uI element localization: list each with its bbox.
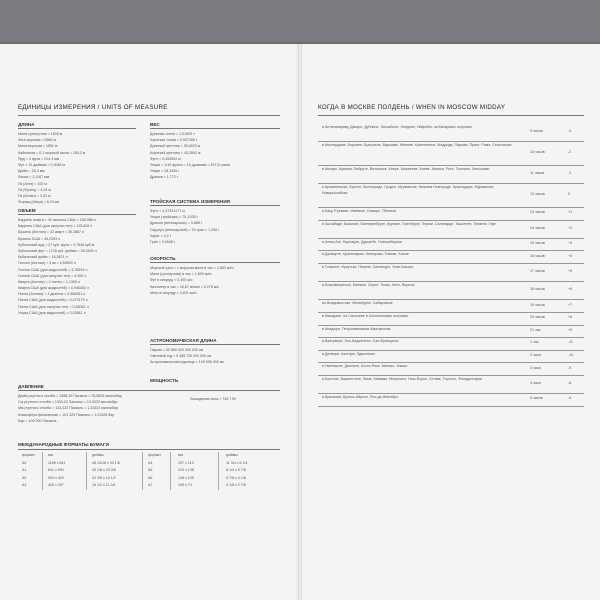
weight-line: Драхма = 1,772 г: [150, 175, 179, 180]
timezone-row: [318, 207, 584, 220]
timezone-hours: 11 часов: [530, 171, 545, 176]
weight-line: Унция = 1/16 фунта = 16 драхмам = 437,5 грана: [150, 162, 230, 167]
volume-line: Баррель нефти = 42 галлона США = 158,988 л: [18, 218, 96, 222]
volume-line: Бушель США = 35,2393 л: [18, 236, 61, 241]
speed-line: Километр в час = 16,67 м/мин = 0,278 м/с: [150, 284, 220, 289]
speed-heading: СКОРОСТЬ: [150, 256, 176, 261]
paper-cell: A4: [148, 460, 153, 465]
timezone-row: [318, 393, 584, 406]
timezone-row: [318, 375, 584, 393]
volume-divider: [18, 214, 136, 215]
paper-column-divider: [86, 452, 87, 490]
volume-line: Кубический дюйм = 16,3871 л: [18, 255, 68, 260]
timezone-row: [318, 263, 584, 281]
length-line: Кабельтов = 0,1 морской мили = 185,2 м: [18, 150, 86, 155]
timezone-cities: в Гонконге, Иркутске, Пекине, Сингапуре, Улан-Баторе: [322, 265, 414, 269]
pressure-list: [18, 393, 122, 424]
timezone-difference: +5: [568, 269, 573, 274]
timezone-hours: 10 часов: [530, 150, 545, 155]
units-title: ЕДИНИЦЫ ИЗМЕРЕНИЯ / UNITS OF MEASURE: [18, 104, 168, 111]
paper-column-divider: [142, 452, 143, 490]
troy-line: Унция (тройская) = 31,1035 г: [150, 215, 198, 220]
paper-cell: формат: [148, 453, 161, 457]
weight-line: Короткий центнер = 45,3592 кг: [150, 150, 201, 155]
weight-line: Длинный центнер = 50,8023 кг: [150, 144, 201, 149]
speed-line: Миля (сухопутная) в час = 1,609 км/ч: [150, 272, 212, 277]
timezone-hours: 20 часов: [530, 315, 545, 320]
pressure-heading: ДАВЛЕНИЕ: [18, 384, 44, 389]
paper-cell: 594 x 420: [48, 475, 64, 480]
timezone-row: [318, 250, 584, 263]
timezone-row: [318, 337, 584, 350]
weight-line: Длинная тонна = 1,01605 т: [150, 132, 195, 136]
timezone-difference: -9: [568, 365, 572, 370]
timezone-hours: 15 часов: [530, 241, 545, 246]
paper-cell: A1: [22, 468, 27, 473]
weight-line: Фунт = 0,453592 кг: [150, 156, 182, 161]
paper-cell: A5: [148, 468, 153, 473]
weight-line: Короткая тонна = 0,907185 т: [150, 138, 198, 143]
timezone-row: [318, 220, 584, 238]
length-line: Пк (Англ) = 100 м: [18, 181, 47, 186]
pressure-divider: [18, 390, 280, 391]
timezone-cities: в Амстердаме, Берлине, Брюсселе, Варшаве, Женеве, Копенгагене, Мадриде, Париже, Праге, Риме, Стокгольме: [322, 143, 512, 148]
timezone-difference: -3: [568, 129, 572, 134]
volume-line: Бушель (Англия) = 32 кварт = 36,3687 л: [18, 230, 85, 235]
timezone-cities: в Ашхабаде, Бишкеке, Екатеринбурге, Кургане, Оренбурге, Перми, Салехарде, Ташкенте, Тюмени, Уфе: [322, 221, 496, 226]
timezone-hours: 6 часов: [530, 396, 543, 401]
volume-line: Галлон США (для жидкостей) = 3,78543 л: [18, 267, 88, 272]
troy-line: Фунт = 0,37324177 кг: [150, 209, 186, 213]
timezone-difference: -10: [568, 353, 574, 358]
timezone-difference: +7: [568, 302, 573, 307]
timezone-row: [318, 350, 584, 363]
timezone-cities: в Денвере, Калгари, Эдмонтоне: [322, 351, 376, 356]
paper-cell: дюймы: [92, 453, 104, 457]
timezone-hours: 2 часа: [530, 353, 541, 358]
timezone-hours: 14 часов: [530, 225, 545, 230]
timezone-cities: в Анадыре, Петропавловске-Камчатском: [322, 326, 391, 331]
paper-column-divider: [170, 452, 171, 490]
timezone-hours: 13 часов: [530, 210, 545, 215]
paper-cell: 4 1/8 x 2 7/8: [226, 483, 246, 488]
paper-cell: 23 3/8 x 16 1/2: [92, 475, 116, 480]
troy-heading: ТРОЙСКАЯ СИСТЕМА ИЗМЕРЕНИЯ: [150, 199, 230, 204]
timezone-row: [318, 238, 584, 251]
pressure-line: См ртутного столба = 1333,22 Паскаль = 13,3322 миллибар: [18, 400, 118, 405]
astro-line: Световой год = 9 465 730 000 000 км: [150, 354, 212, 359]
length-line: Пк (Франц) = 4,44 м: [18, 187, 51, 192]
astro-divider: [150, 344, 280, 345]
length-divider: [18, 128, 136, 129]
paper-cell: A6: [148, 475, 153, 480]
timezone-difference: +4: [568, 253, 573, 258]
power-heading: МОЩНОСТЬ: [150, 378, 179, 383]
paper-cell: 210 x 148: [178, 468, 194, 473]
astro-list: [150, 347, 224, 366]
timezone-hours: 12 часов: [530, 192, 545, 197]
timezone-difference: +9: [568, 327, 573, 332]
volume-line: Баррель США (для сыпучих тел) = 115,628 л: [18, 224, 93, 229]
timezone-difference: +1: [568, 210, 573, 215]
timezone-row: [318, 325, 584, 338]
volume-list: [18, 217, 97, 316]
length-heading: ДЛИНА: [18, 122, 35, 127]
paper-cell: 297 x 210: [178, 460, 194, 465]
timezone-cities: в Антананариву, Дакаре, Дублине, Лиссабоне, Лондоне, Найроби, на Канарских островах: [322, 125, 472, 129]
timezone-cities: в Ванкувере, Лос-Анджелесе, Сан-Франциско: [322, 339, 399, 344]
timezone-hours: 16 часов: [530, 253, 545, 258]
timezone-difference: -6: [568, 396, 572, 401]
length-line: Миля сухопутная = 1609 м: [18, 132, 63, 136]
timezone-cities: в Магадане, на Сахалине и Соломоновых островах: [322, 314, 409, 318]
volume-line: Пинта (Англия) = 4 джилла = 0,568261 л: [18, 292, 86, 297]
astro-heading: АСТРОНОМИЧЕСКАЯ ДЛИНА: [150, 338, 217, 343]
timezone-difference: -8: [568, 381, 572, 386]
timezone-difference: +3: [568, 241, 573, 246]
paper-cell: 420 x 297: [48, 483, 64, 488]
timezone-row: [318, 312, 584, 325]
timezone-cities: в Архангельске, Бресте, Волгограде, Гродно, Мурманске, Нижнем Новгороде, Краснодаре, Мурманске, Новороссийске: [322, 185, 495, 195]
paper-heading: МЕЖДУНАРОДНЫЕ ФОРМАТЫ БУМАГИ: [18, 442, 109, 447]
volume-line: Галлон (Англия) = 4 кв = 4,54609 л: [18, 261, 76, 266]
timezone-difference: -2: [568, 150, 572, 155]
timezone-cities: во Владивостоке, Мельбурне, Хабаровске: [322, 301, 393, 306]
length-list: [18, 131, 85, 205]
timezone-row: [318, 183, 584, 207]
timezone-cities: в Джакарте, Красноярске, Кемерово, Томске, Ханое: [322, 252, 409, 257]
weight-list: [150, 131, 230, 181]
paper-formats-table: [18, 452, 280, 500]
timezone-difference: -1: [568, 171, 572, 176]
timezone-cities: в Анкаре, Афинах, Бейруте, Вильнюсе, Каире, Кишиневе, Киеве, Минске, Риге, Таллине, Хельсинки: [322, 167, 490, 171]
speed-line: Фут в секунду = 0,305 м/с: [150, 278, 193, 283]
paper-divider: [18, 449, 280, 450]
timezone-difference: +6: [568, 287, 573, 292]
pressure-line: Атмосфера физическая = 101 325 Паскаль = 1,01325 бар: [18, 412, 115, 417]
paper-cell: 105 x 74: [178, 483, 192, 488]
timezone-hours: 18 часов: [530, 287, 545, 292]
timezone-row: [318, 141, 584, 165]
length-line: Форзац (Мера) = 6,24 км: [18, 200, 59, 205]
timezone-row-divider: [318, 406, 584, 407]
timezone-row: [318, 362, 584, 375]
timezone-row: [318, 281, 584, 299]
length-line: Дюйм = 25,4 мм: [18, 169, 45, 174]
power-list: [190, 396, 236, 402]
length-line: Пк (Испан) = 3,93 м: [18, 193, 51, 198]
timezone-difference: +8: [568, 315, 573, 320]
timezone-hours: 17 часов: [530, 269, 545, 274]
timezone-hours: 9 часов: [530, 129, 543, 134]
troy-divider: [150, 205, 280, 206]
timezone-cities: в Алма-Ате, Барнауле, Душанбе, Новосибирске: [322, 239, 403, 244]
length-line: Линия = 2,1167 мм: [18, 175, 50, 180]
paper-cell: мм: [48, 453, 53, 457]
paper-cell: A3: [22, 483, 27, 488]
troy-list: [150, 208, 219, 245]
paper-cell: 11 3/4 x 8 1/4: [226, 460, 248, 465]
pressure-line: Мм ртутного столба = 133,322 Паскаль = 1,33322 миллибар: [18, 406, 118, 411]
timezone-hours: 1 час: [530, 340, 539, 345]
troy-line: Скрупул (аптекарский) = 20 гран = 1,296 г: [150, 227, 220, 232]
title-divider: [18, 115, 280, 116]
pressure-line: Бар = 100 000 Паскаль: [18, 418, 57, 423]
troy-line: Карат = 0,2 г: [150, 233, 172, 238]
pressure-line: Дюйм ртутного столба = 3386,39 Паскаль = 33,8639 миллибар: [18, 394, 123, 398]
book-spine: [298, 44, 302, 600]
paper-cell: 33 1/8 x 23 3/8: [92, 468, 116, 473]
timezone-hours: 3 часа: [530, 365, 541, 370]
troy-line: Драхма (аптекарская) = 3,888 г: [150, 221, 203, 226]
length-line: Лига морская = 5560 м: [18, 138, 57, 143]
timezone-cities: в Бразилиа, Буэнос-Айресе, Рио-де-Жанейро: [322, 395, 399, 400]
astro-line: Парсек = 30 860 000 000 000 км: [150, 348, 204, 352]
paper-cell: дюймы: [226, 453, 238, 457]
speed-line: Метр в секунду = 3,601 км/ч: [150, 290, 197, 295]
timezone-difference: -11: [568, 340, 573, 345]
paper-cell: A7: [148, 483, 153, 488]
paper-cell: 841 x 594: [48, 468, 64, 473]
astro-line: Астрономическая единица = 149 598 000 км: [150, 360, 224, 365]
paper-cell: A2: [22, 475, 27, 480]
paper-column-divider: [42, 452, 43, 490]
paper-column-divider: [218, 452, 219, 490]
timezone-difference: +2: [568, 225, 573, 230]
paper-cell: мм: [178, 453, 183, 457]
timezone-cities: в Благовещенске, Маниле, Сеуле, Токио, Чите, Якутске: [322, 283, 415, 288]
troy-line: Гран = 0,0648 г: [150, 239, 176, 244]
volume-line: Унция США (для жидкостей) = 0,02841 л: [18, 310, 86, 315]
timezone-hours: 4 часа: [530, 381, 541, 386]
volume-line: Пинта США (для жидкостей) = 0,473179 л: [18, 298, 88, 303]
volume-heading: ОБЪЕМ: [18, 208, 36, 213]
timezone-cities: в Баку, Ереване, Ижевске, Самаре, Тбилиси: [322, 209, 397, 213]
length-line: Ярд = 3 фута = 914,4 мм: [18, 156, 60, 161]
paper-cell: формат: [22, 453, 35, 457]
speed-line: Морской узел = 1 морская миля в час = 1,852 км/ч: [150, 266, 234, 270]
speed-list: [150, 265, 234, 296]
timezone-row: [318, 123, 584, 141]
volume-line: Кварта (Англия) = 2 пинты = 1,1365 л: [18, 279, 80, 284]
paper-cell: 1189 x 841: [48, 460, 66, 465]
timezone-difference: 0: [568, 192, 570, 197]
volume-line: Галлон США (для сыпучих тел) = 4,405 л: [18, 273, 87, 278]
volume-line: Пинта США (для сыпучих тел) = 0,55061 л: [18, 304, 89, 309]
paper-cell: 16 1/2 x 11 3/4: [92, 483, 116, 488]
midday-title: КОГДА В МОСКВЕ ПОЛДЕНЬ / WHEN IN MOSCOW MIDDAY: [318, 104, 506, 111]
volume-line: Кубический ярд = 27 куб. фута = 0,7646 куб.м: [18, 242, 95, 247]
length-line: Фут = 12 дюймов = 0,3048 м: [18, 162, 66, 167]
weight-heading: ВЕС: [150, 122, 160, 127]
paper-cell: 148 x 105: [178, 475, 194, 480]
paper-cell: 46 13/16 x 33 1/8: [92, 460, 120, 465]
timezone-cities: в Гватемале, Далласе, Коста-Рике, Мехико, Чикаго: [322, 364, 408, 369]
paper-cell: A0: [22, 460, 27, 465]
timezone-row: [318, 299, 584, 312]
timezone-cities: в Бостоне, Вашингтоне, Лиме, Майами, Монреале, Нью-Йорке, Оттаве, Торонто, Филадельфии: [322, 377, 482, 381]
weight-line: Унция = 28,3495 г: [150, 169, 180, 174]
timezone-row: [318, 165, 584, 183]
volume-line: Кварта США (для жидкостей) = 0,946353 л: [18, 286, 90, 291]
power-line: Лошадиная сила = 745,7 Вт: [190, 397, 237, 401]
timezone-hours: 19 часов: [530, 302, 545, 307]
timezone-hours: 21 час: [530, 327, 541, 332]
length-line: Миля морская = 1852 м: [18, 144, 58, 149]
volume-line: Кубический фут = 1728 куб. дюйма = 28,3169 л: [18, 248, 97, 253]
speed-divider: [150, 262, 280, 263]
paper-cell: 5 7/8 x 4 1/8: [226, 475, 246, 480]
paper-cell: 8 1/4 x 5 7/8: [226, 468, 246, 473]
midday-divider: [318, 115, 584, 116]
weight-divider: [150, 128, 280, 129]
